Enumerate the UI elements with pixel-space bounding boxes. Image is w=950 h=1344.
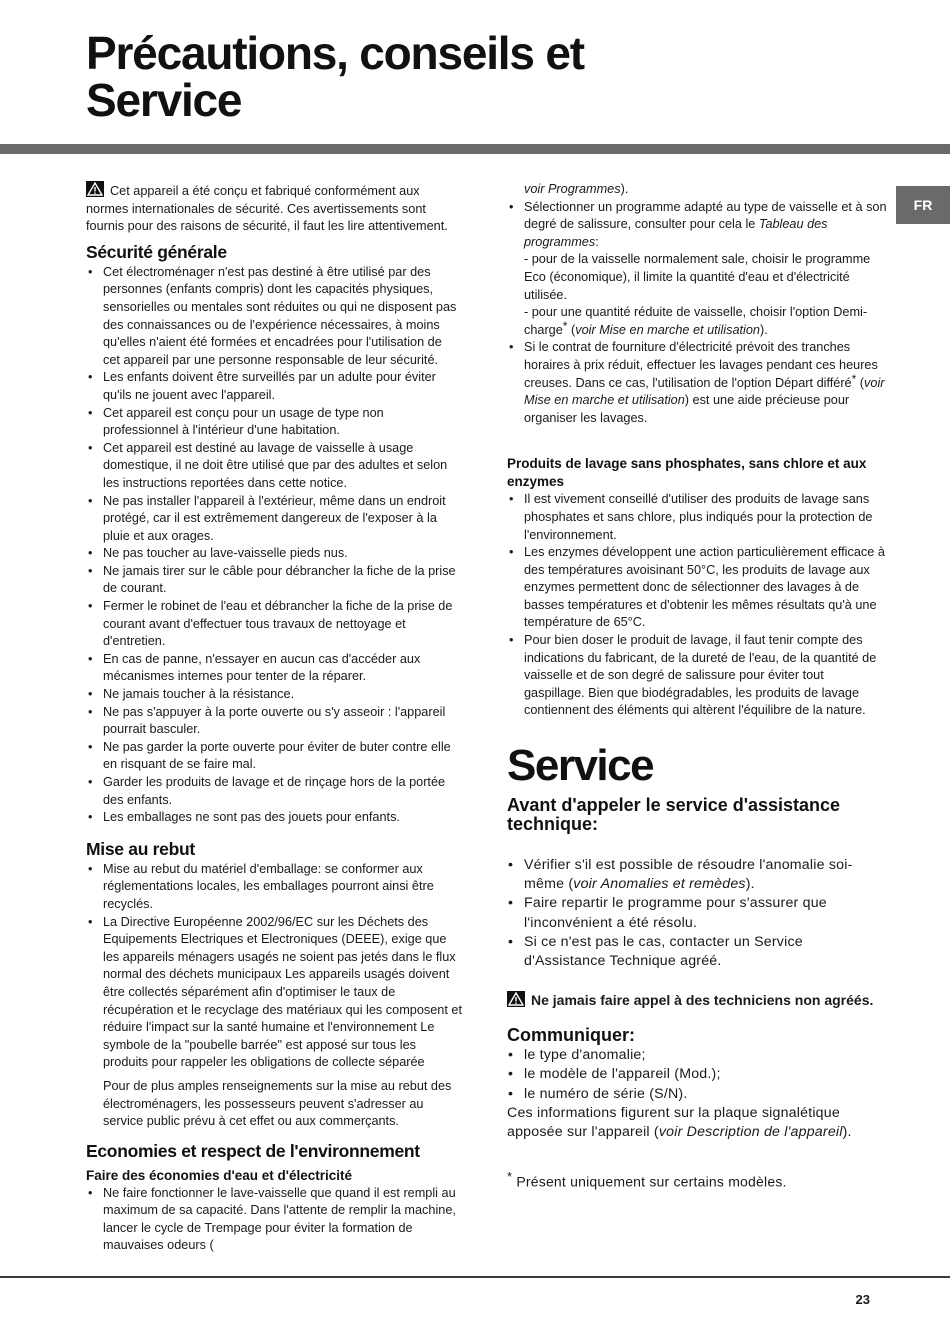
economies-item2-colon: : [595, 234, 599, 249]
list-item: • Cet appareil est conçu pour un usage de type non professionnel à l'intérieur d'une habitation. [86, 405, 462, 440]
list-item: • Si ce n'est pas le cas, contacter un Service d'Assistance Technique agréé. [507, 933, 887, 971]
list-item: • En cas de panne, n'essayer en aucun cas d'accéder aux mécanismes internes pour tenter de la réparer. [86, 651, 462, 686]
list-item: • Il est vivement conseillé d'utiliser des produits de lavage sans phosphates et sans chlore, plus indiqués pour la protection de l'environnement. [507, 491, 887, 544]
technician-warning [507, 991, 887, 1010]
list-item: • Ne pas garder la porte ouverte pour éviter de buter contre elle en risquant de se faire mal. [86, 739, 462, 774]
list-item: • Ne jamais toucher à la résistance. [86, 686, 462, 704]
list-item: • Ne jamais tirer sur le câble pour débrancher la fiche de la prise de courant. [86, 563, 462, 598]
economies-list-start [86, 1185, 462, 1255]
securite-list [86, 264, 462, 827]
info-ref: voir Description de l'appareil [658, 1124, 843, 1141]
language-tab: FR [896, 186, 950, 224]
list-item: • Les emballages ne sont pas des jouets pour enfants. [86, 809, 462, 827]
list-item: • Ne pas toucher au lave-vaisselle pieds nus. [86, 545, 462, 563]
list-item: • Fermer le robinet de l'eau et débrancher la fiche de la prise de courant avant d'effectuer tous travaux de nettoyage et d'entretien. [86, 598, 462, 651]
list-item: • le modèle de l'appareil (Mod.); [507, 1065, 887, 1084]
page-title [86, 27, 584, 126]
economies-item2-ref: Tableau des programmes [524, 217, 828, 249]
service-title: Service [507, 741, 654, 791]
produits-heading: Produits de lavage sans phosphates, sans chlore et aux enzymes [507, 456, 867, 490]
securite-heading: Sécurité générale [86, 241, 227, 262]
title-rule [0, 144, 950, 154]
economies-item1-ref: voir Programmes [524, 182, 621, 196]
list-item: • Faire repartir le programme pour s'assurer que l'inconvénient a été résolu. [507, 894, 887, 932]
list-item: • Les enzymes développent une action particulièrement efficace à des températures avoisinant 50°C, les produits de lavage aux enzymes permettent donc de sélectionner des lavages à de basses températures et d'obtenir les mêmes résultats qu'à une température de 65°C. [507, 544, 887, 632]
asterisk-mark: * [851, 371, 857, 386]
open-paren: ( [856, 375, 865, 390]
open-paren: ( [567, 322, 576, 337]
info-paragraph [507, 1104, 887, 1142]
economies-subheading: Faire des économies d'eau et d'électricité [86, 1167, 353, 1183]
list-item: • le type d'anomalie; [507, 1046, 887, 1065]
right-column [507, 181, 887, 1191]
list-item: • Cet électroménager n'est pas destiné à être utilisé par des personnes (enfants compris) dont les capacités physiques, sensorielles ou mentales sont réduites ou qui ne disposent pas des connaissances ou de l'expérience nécessaires, à moins qu'elles n'aient été formées et encadrées pour l'utilisation de cet appareil par une personne responsable de leur sécurité. [86, 264, 462, 370]
footnote-text: Présent uniquement sur certains modèles. [512, 1173, 787, 1190]
list-item: • Les enfants doivent être surveillés par un adulte pour éviter qu'ils ne jouent avec l'appareil. [86, 369, 462, 404]
list-item: • le numéro de série (S/N). [507, 1085, 887, 1104]
economies-list-cont [507, 181, 887, 427]
rebut-list [86, 861, 462, 1072]
warning-icon [86, 181, 104, 197]
list-item [507, 339, 887, 427]
list-item: • Ne pas installer l'appareil à l'extérieur, même dans un endroit protégé, car il est extrêmement dangereux de l'exposer à la pluie et aux orages. [86, 493, 462, 546]
close-paren: ). [759, 322, 768, 337]
economies-item1-text: Ne faire fonctionner le lave-vaisselle que quand il est rempli au maximum de sa capacité. Dans l'attente de remplir la machine, lancer le cycle de Trempage pour éviter la formation de mauvaises odeurs ( [103, 1185, 456, 1253]
warning-text: Ne jamais faire appel à des techniciens non agréés. [531, 992, 874, 1009]
page-number: 23 [855, 1292, 870, 1307]
intro-paragraph [86, 181, 462, 236]
service-heading: Avant d'appeler le service d'assistance technique: [507, 795, 841, 835]
warning-icon [507, 991, 525, 1007]
list-item: • La Directive Européenne 2002/96/EC sur les Déchets des Equipements Electriques et Electroniques (DEEE), exige que les appareils ménagers usagés ne soient pas jetés dans le flux normal des déchets municipaux Les appareils usagés doivent être collectés séparément afin d'optimiser le taux de récupération et le recyclage des matériaux qui les composent et réduire l'impact sur la santé humaine et l'environnement Le symbole de la "poubelle barrée" est apposé sur tous les produits pour rappeler les obligations de collecte séparée [86, 914, 462, 1072]
economies-item3-text: Si le contrat de fourniture d'électricité prévoit des tranches horaires à prix réduit, effectuer les lavages pendant ces heures creuses. Dans ce cas, l'utilisation de l'option Départ différé [524, 340, 878, 390]
title-line-1: Précautions, conseils et [86, 27, 584, 79]
economies-item2-line3: - pour une quantité réduite de vaisselle, choisir l'option Demi-charge [524, 305, 868, 337]
list-item: • Pour bien doser le produit de lavage, il faut tenir compte des indications du fabricant, de la dureté de l'eau, de la quantité de vaisselle et de son degré de salissure pour éviter tout gaspillage. Bien que biodégradables, les produits de lavage contiennent des éléments qui altèrent l'équilibre de la nature. [507, 632, 887, 720]
produits-list [507, 491, 887, 720]
communiquer-heading: Communiquer: [507, 1025, 635, 1046]
list-item [507, 856, 887, 894]
economies-item3-end: ) est une aide précieuse pour organiser les lavages. [524, 393, 850, 425]
bottom-rule [0, 1276, 950, 1278]
rebut-heading: Mise au rebut [86, 838, 195, 859]
economies-item2-line3-ref: voir Mise en marche et utilisation [575, 322, 760, 337]
economies-item3-ref: voir Mise en marche et utilisation [524, 375, 885, 408]
info-text: Ces informations figurent sur la plaque signalétique apposée sur l'appareil ( [507, 1104, 840, 1141]
list-item [507, 199, 887, 340]
rebut-note: Pour de plus amples renseignements sur la mise au rebut des électroménagers, les possesseurs peuvent s'adresser au service public prévu à cet effet ou aux commerçants. [103, 1078, 452, 1129]
communiquer-list [507, 1046, 887, 1104]
title-line-2: Service [86, 74, 242, 126]
list-item-continued [507, 181, 887, 199]
list-item: • Mise au rebut du matériel d'emballage: se conformer aux réglementations locales, les emballages pourront ainsi être recyclés. [86, 861, 462, 914]
list-item [86, 1185, 462, 1255]
economies-item2-line2: - pour de la vaisselle normalement sale, choisir le programme Eco (économique), il limite la quantité d'eau et d'électricité utilisée. [524, 252, 871, 302]
footnote-mark: * [507, 1169, 513, 1185]
info-end: ). [842, 1124, 852, 1141]
service-item1-ref: voir Anomalies et remèdes [573, 876, 746, 893]
economies-heading: Economies et respect de l'environnement [86, 1140, 420, 1161]
service-item1-text: Vérifier s'il est possible de résoudre l'anomalie soi-même ( [524, 857, 853, 893]
intro-text: Cet appareil a été conçu et fabriqué conformément aux normes internationales de sécurité. Ces avertissements sont fournis pour des raisons de sécurité, il faut les lire attentivement. [86, 184, 448, 234]
list-item: • Cet appareil est destiné au lavage de vaisselle à usage domestique, il ne doit être utilisé que par des adultes et selon les instructions reportées dans cette notice. [86, 440, 462, 493]
service-item1-end: ). [745, 876, 755, 893]
economies-item2-text: Sélectionner un programme adapté au type de vaisselle et à son degré de salissure, consulter pour cela le [524, 199, 887, 232]
service-checklist [507, 856, 887, 971]
list-item: • Ne pas s'appuyer à la porte ouverte ou s'y asseoir : l'appareil pourrait basculer. [86, 704, 462, 739]
list-item: • Garder les produits de lavage et de rinçage hors de la portée des enfants. [86, 774, 462, 809]
economies-item1-end: ). [620, 182, 629, 196]
asterisk-mark: * [562, 318, 568, 333]
footnote [507, 1168, 887, 1191]
left-column [86, 181, 462, 1255]
